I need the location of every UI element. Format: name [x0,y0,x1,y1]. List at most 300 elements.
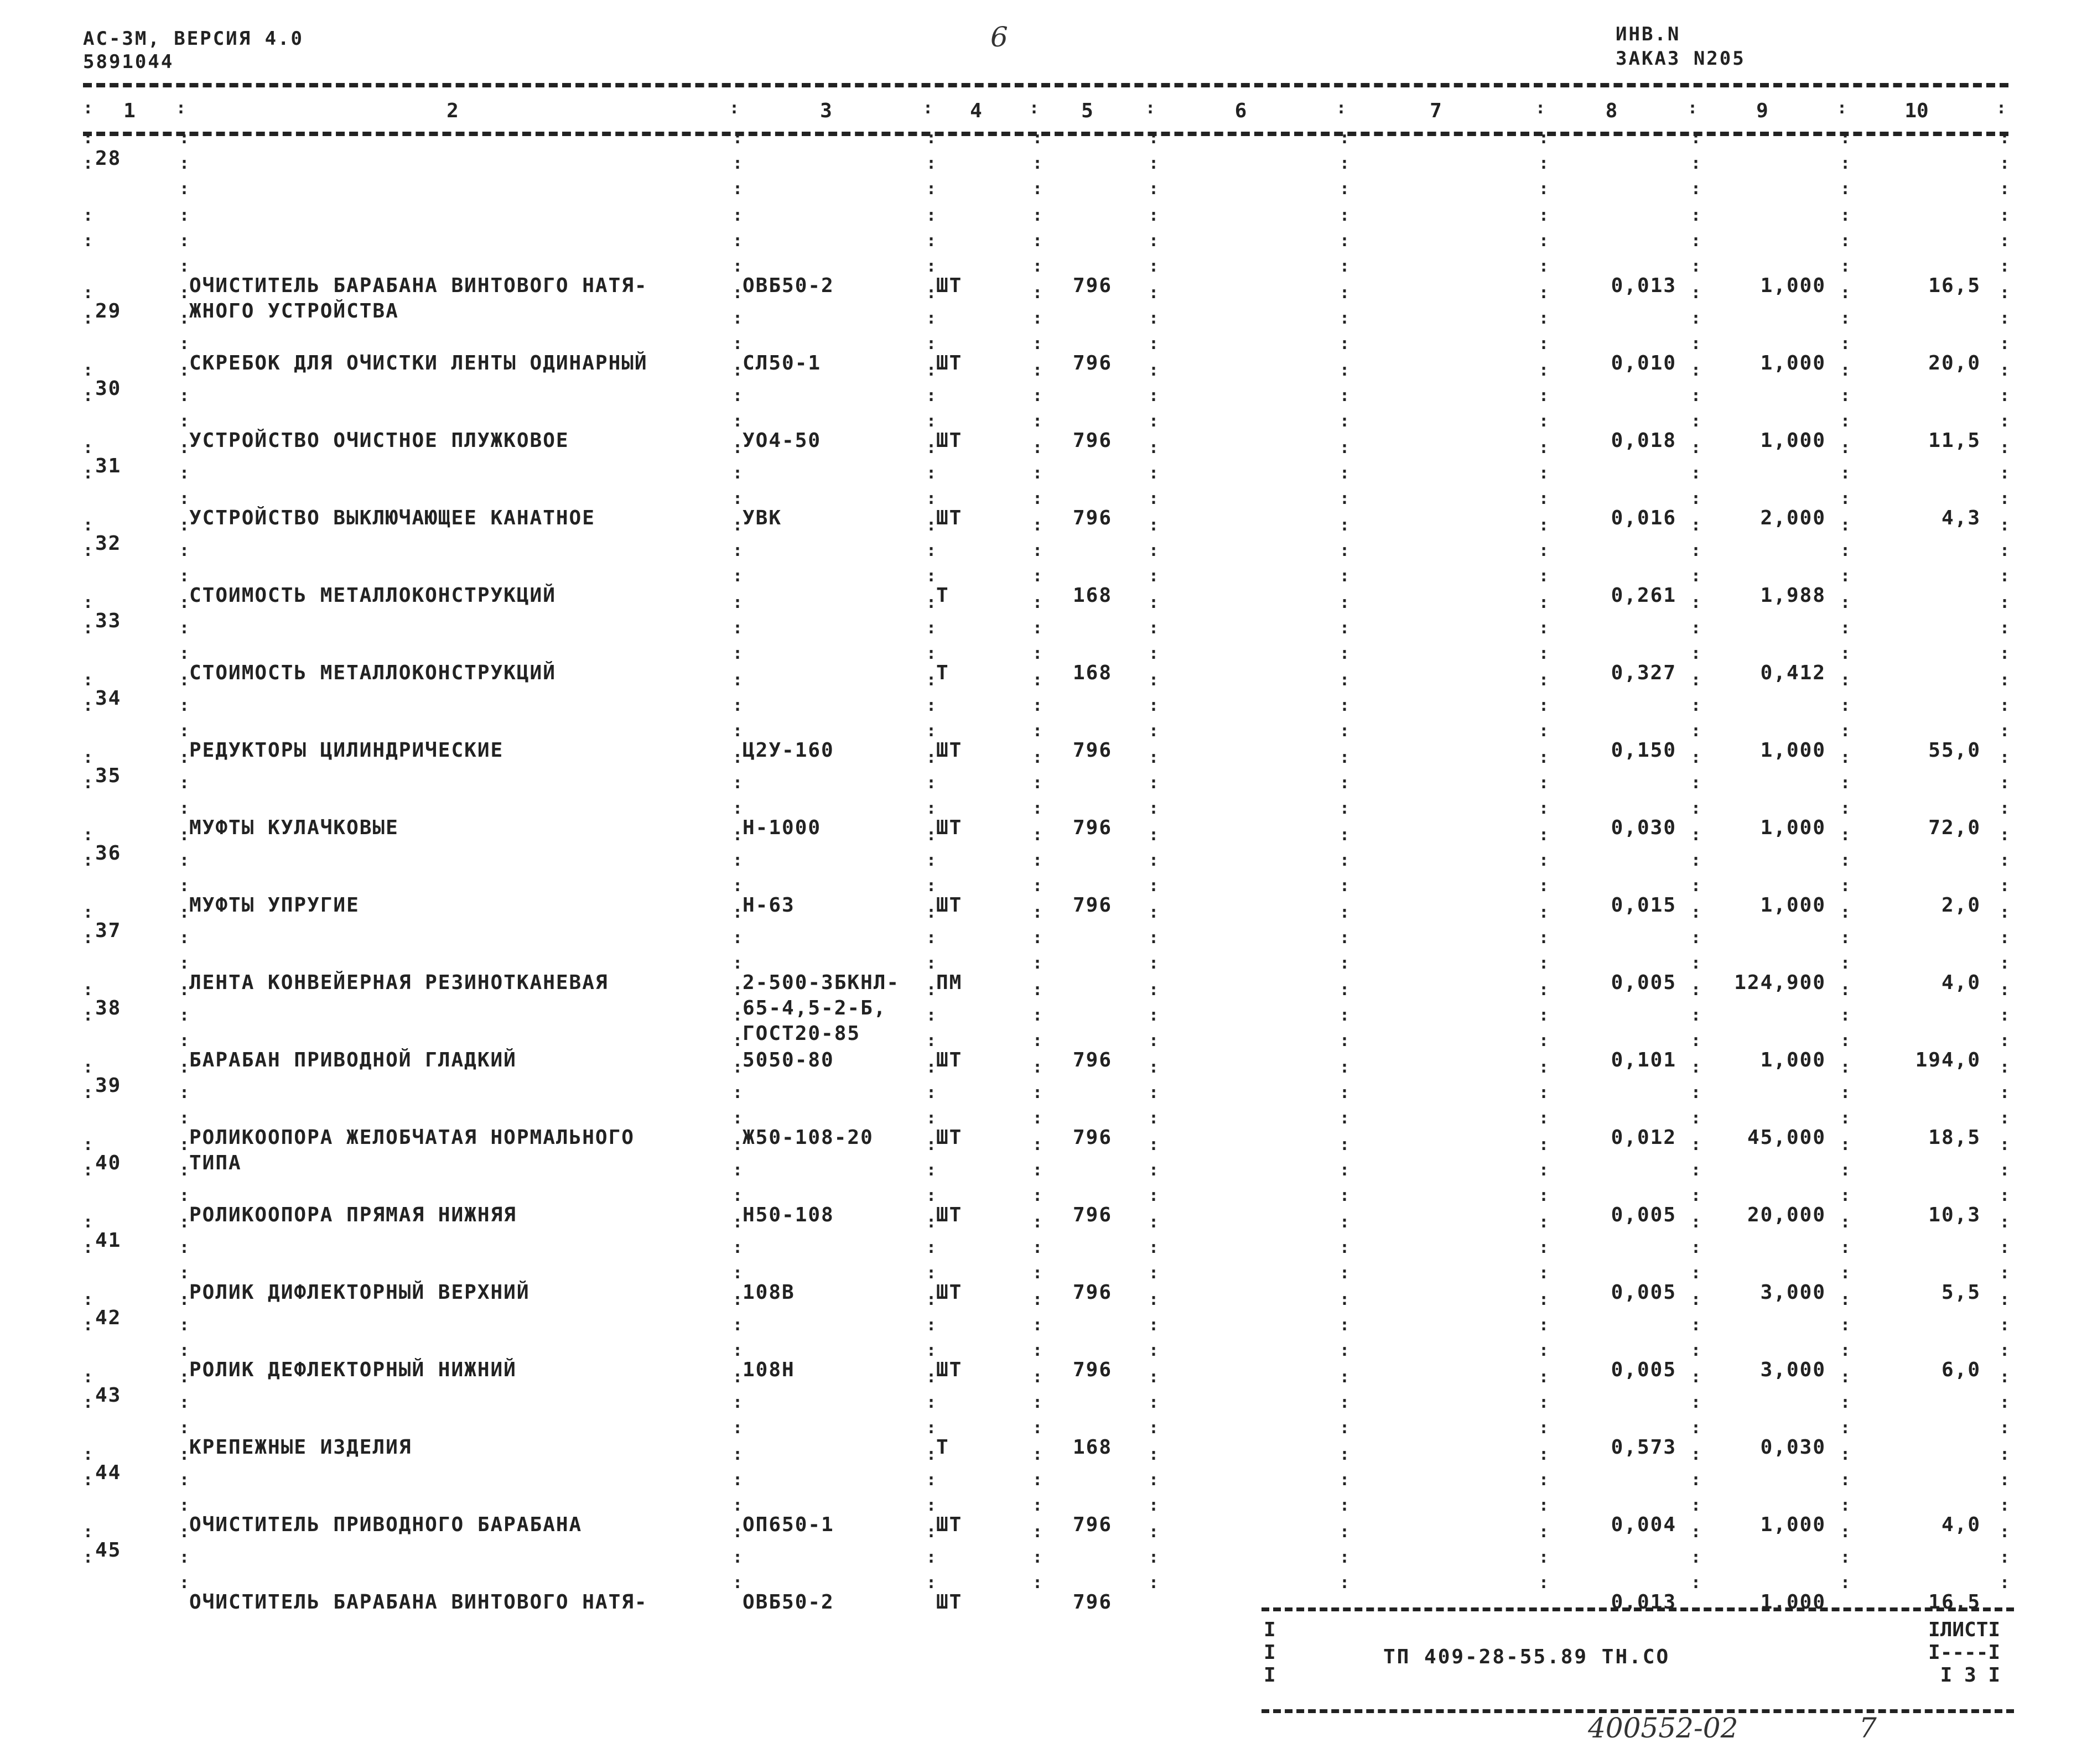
column-separator: : [926,748,937,767]
column-separator: : [1032,825,1043,845]
column-separator: : [2000,1161,2010,1180]
column-separator: : [926,154,937,173]
column-separator: : [83,1161,94,1180]
column-separator: : [1691,1393,1701,1412]
column-separator: : [1691,954,1701,973]
column-separator: : [2000,412,2010,431]
column-separator: : [1149,1031,1159,1050]
column-separator: : [83,928,94,948]
column-separator: : [733,1109,743,1128]
column-separator: : [1032,128,1043,148]
column-separator: : [1691,179,1701,199]
column-separator: : [1840,334,1851,353]
column-separator: : [1539,1083,1549,1102]
column-separator: : [1539,1418,1549,1438]
column-separator: : [1032,361,1043,380]
column-separator: : [1340,851,1350,870]
column-separator: : [1340,1367,1350,1387]
row-number: 40 [95,1152,122,1174]
column-separator: : [1539,773,1549,793]
column-separator: : [1149,1418,1159,1438]
item-code: ГОСТ20-85 [743,1022,861,1045]
column-separator: : [1539,128,1549,148]
column-separator: : [1691,903,1701,922]
row-number: 45 [95,1539,122,1562]
column-separator: : [1032,334,1043,353]
column-separator: : [926,1418,937,1438]
item-name: ЖНОГО УСТРОЙСТВА [189,300,399,322]
item-mass: 0,005 [1611,1281,1676,1304]
column-separator: : [1340,386,1350,405]
column-separator: : [733,231,743,251]
column-separator: : [2000,489,2010,508]
column-separator: : [1996,98,2007,118]
column-separator: : [733,361,743,380]
column-separator: : [179,876,190,896]
column-separator: : [1691,206,1701,225]
column-separator: : [926,773,937,793]
column-separator: : [926,1548,937,1567]
column-separator: : [733,876,743,896]
column-separator: : [1340,412,1350,431]
column-separator: : [1340,257,1350,276]
column-separator: : [733,516,743,535]
column-separator: : [1539,154,1549,173]
column-separator: : [1691,361,1701,380]
column-separator: : [2000,593,2010,612]
item-quantity: 124,900 [1734,971,1826,994]
column-separator: : [1840,799,1851,818]
item-unit: ШТ [936,1281,963,1304]
column-separator: : [1340,1445,1350,1464]
column-separator: : [179,566,190,586]
column-separator: : [1691,1263,1701,1283]
column-separator: : [2000,825,2010,845]
column-separator: : [1149,283,1159,303]
column-separator: : [1539,1186,1549,1205]
column-separator: : [1032,773,1043,793]
column-separator: : [83,361,94,380]
column-separator: : [1840,179,1851,199]
item-cost: 2,0 [1941,894,1981,917]
item-price-code: 796 [1072,1126,1112,1149]
column-separator: : [1340,954,1350,973]
column-separator: : [926,516,937,535]
column-separator: : [83,1135,94,1154]
item-unit: ШТ [936,1126,963,1149]
column-separator: : [83,386,94,405]
column-separator: : [83,206,94,225]
column-separator: : [179,1238,190,1257]
column-header: 5 [1081,100,1093,122]
column-separator: : [83,851,94,870]
column-separator: : [733,1573,743,1593]
column-separator: : [179,1006,190,1025]
column-separator: : [1840,257,1851,276]
column-separator: : [1340,928,1350,948]
column-separator: : [83,128,94,148]
column-separator: : [1340,1341,1350,1360]
item-quantity: 1,988 [1760,584,1826,607]
item-code: Ж50-108-20 [743,1126,874,1149]
column-separator: : [2000,541,2010,560]
column-separator: : [1340,1058,1350,1077]
column-separator: : [179,1161,190,1180]
column-separator: : [1032,566,1043,586]
column-separator: : [1340,696,1350,715]
column-separator: : [1840,464,1851,483]
column-separator: : [733,980,743,1000]
column-separator: : [2000,851,2010,870]
column-separator: : [1539,851,1549,870]
item-unit: Т [936,1436,949,1459]
item-quantity: 1,000 [1760,274,1826,297]
column-separator: : [1840,1058,1851,1077]
column-separator: : [1149,954,1159,973]
item-unit: ШТ [936,894,963,917]
column-separator: : [1840,721,1851,741]
column-separator: : [83,825,94,845]
column-separator: : [2000,903,2010,922]
column-separator: : [926,954,937,973]
column-separator: : [1691,670,1701,690]
column-separator: : [926,696,937,715]
column-separator: : [1340,1263,1350,1283]
column-separator: : [83,696,94,715]
column-separator: : [1539,903,1549,922]
column-separator: : [2000,128,2010,148]
item-quantity: 0,412 [1760,662,1826,684]
column-separator: : [2000,1341,2010,1360]
column-separator: : [926,1263,937,1283]
column-separator: : [1032,1470,1043,1490]
column-separator: : [1840,1213,1851,1232]
item-mass: 0,013 [1611,1591,1676,1614]
column-separator: : [83,309,94,328]
column-separator: : [1539,1341,1549,1360]
column-separator: : [179,309,190,328]
column-header: 1 [123,100,136,122]
column-separator: : [733,464,743,483]
item-mass: 0,150 [1611,739,1676,762]
column-separator: : [1539,464,1549,483]
column-separator: : [179,670,190,690]
column-separator: : [1149,773,1159,793]
column-separator: : [1840,851,1851,870]
column-separator: : [733,1031,743,1050]
row-number: 37 [95,919,122,942]
column-separator: : [1691,489,1701,508]
column-separator: : [1032,1083,1043,1102]
column-separator: : [179,1367,190,1387]
column-separator: : [1032,1367,1043,1387]
column-separator: : [2000,1058,2010,1077]
column-separator: : [1149,1445,1159,1464]
column-separator: : [83,1290,94,1309]
column-header: 7 [1430,100,1442,122]
column-separator: : [926,980,937,1000]
column-separator: : [179,928,190,948]
column-separator: : [1691,1573,1701,1593]
item-unit: ШТ [936,429,963,452]
column-separator: : [1840,541,1851,560]
column-separator: : [1149,903,1159,922]
column-separator: : [1032,1290,1043,1309]
column-separator: : [1340,1393,1350,1412]
column-separator: : [1032,489,1043,508]
column-separator: : [1539,1263,1549,1283]
item-price-code: 796 [1072,1049,1112,1071]
column-separator: : [83,516,94,535]
item-unit: ПМ [936,971,963,994]
column-separator: : [1691,257,1701,276]
column-separator: : [1032,903,1043,922]
column-separator: : [733,412,743,431]
column-separator: : [83,1213,94,1232]
column-separator: : [1691,334,1701,353]
column-separator: : [926,903,937,922]
column-separator: : [1032,696,1043,715]
column-separator: : [1539,721,1549,741]
column-separator: : [1539,1006,1549,1025]
item-code: Ц2У-160 [743,739,834,762]
column-separator: : [1840,1006,1851,1025]
column-separator: : [1840,566,1851,586]
item-name: ТИПА [189,1152,242,1174]
column-separator: : [926,1470,937,1490]
column-separator: : [2000,1006,2010,1025]
column-separator: : [2000,928,2010,948]
column-separator: : [1149,257,1159,276]
column-separator: : [1340,566,1350,586]
column-separator: : [1149,799,1159,818]
column-separator: : [733,1161,743,1180]
column-separator: : [926,1058,937,1077]
item-mass: 0,101 [1611,1049,1676,1071]
column-separator: : [1149,516,1159,535]
column-separator: : [1840,1315,1851,1335]
column-separator: : [83,903,94,922]
column-separator: : [1539,1238,1549,1257]
column-separator: : [179,1496,190,1515]
column-separator: : [1340,464,1350,483]
column-separator: : [733,386,743,405]
column-separator: : [1149,928,1159,948]
column-separator: : [1340,644,1350,663]
column-separator: : [2000,876,2010,896]
column-separator: : [179,696,190,715]
column-separator: : [1149,1522,1159,1542]
column-separator: : [733,721,743,741]
column-separator: : [1840,128,1851,148]
column-separator: : [1840,1470,1851,1490]
column-separator: : [926,206,937,225]
column-separator: : [1340,876,1350,896]
column-separator: : [1032,231,1043,251]
column-separator: : [733,179,743,199]
column-separator: : [1539,1496,1549,1515]
column-separator: : [923,98,933,118]
column-separator: : [1149,1186,1159,1205]
column-separator: : [733,1522,743,1542]
column-separator: : [1340,1573,1350,1593]
column-separator: : [733,541,743,560]
item-quantity: 20,000 [1747,1204,1826,1226]
item-cost: 16,5 [1928,274,1981,297]
column-separator: : [1340,309,1350,328]
column-separator: : [733,1315,743,1335]
column-separator: : [1691,309,1701,328]
top-rule [83,83,2008,87]
column-separator: : [179,1445,190,1464]
item-name: КРЕПЕЖНЫЕ ИЗДЕЛИЯ [189,1436,412,1459]
column-separator: : [733,1341,743,1360]
column-separator: : [1149,489,1159,508]
column-separator: : [83,1548,94,1567]
column-separator: : [926,644,937,663]
column-separator: : [2000,980,2010,1000]
column-separator: : [926,670,937,690]
column-separator: : [1840,1031,1851,1050]
column-separator: : [1032,1315,1043,1335]
column-separator: : [179,1290,190,1309]
column-separator: : [1340,1522,1350,1542]
item-code: 2-500-3БКНЛ- [743,971,900,994]
column-separator: : [926,1445,937,1464]
column-separator: : [1149,696,1159,715]
item-cost: 4,3 [1941,507,1981,529]
item-name: СТОИМОСТЬ МЕТАЛЛОКОНСТРУКЦИЙ [189,584,556,607]
item-cost: 18,5 [1928,1126,1981,1149]
item-unit: Т [936,584,949,607]
item-unit: ШТ [936,739,963,762]
item-quantity: 3,000 [1760,1281,1826,1304]
column-separator: : [1149,618,1159,638]
column-separator: : [1840,954,1851,973]
column-separator: : [1539,361,1549,380]
column-separator: : [1539,334,1549,353]
column-separator: : [1539,644,1549,663]
column-separator: : [1149,980,1159,1000]
stamp-top-rule [1262,1607,2014,1611]
column-separator: : [1032,1109,1043,1128]
column-separator: : [83,464,94,483]
column-separator: : [1691,1006,1701,1025]
column-separator: : [733,1238,743,1257]
column-separator: : [926,566,937,586]
column-separator: : [1340,773,1350,793]
column-separator: : [1691,748,1701,767]
column-separator: : [1539,516,1549,535]
column-separator: : [83,1006,94,1025]
column-separator: : [83,541,94,560]
column-separator: : [1340,593,1350,612]
column-separator: : [926,489,937,508]
item-quantity: 1,000 [1760,429,1826,452]
item-code: УВК [743,507,782,529]
column-separator: : [1149,1109,1159,1128]
column-separator: : [179,748,190,767]
column-header: 3 [820,100,832,122]
column-separator: : [926,128,937,148]
item-unit: ШТ [936,507,963,529]
column-separator: : [1340,1315,1350,1335]
page-mark: 6 [990,21,1008,53]
item-price-code: 796 [1072,894,1112,917]
column-separator: : [2000,1083,2010,1102]
column-separator: : [1840,1548,1851,1567]
sheet-number: 3 [1964,1664,1976,1687]
column-separator: : [1840,593,1851,612]
column-separator: : [1840,1496,1851,1515]
column-separator: : [926,721,937,741]
column-separator: : [179,903,190,922]
column-separator: : [83,1470,94,1490]
item-unit: ШТ [936,1513,963,1536]
row-number: 34 [95,687,122,710]
column-separator: : [733,566,743,586]
column-header: 4 [970,100,982,122]
column-separator: : [2000,1548,2010,1567]
item-price-code: 168 [1072,662,1112,684]
item-code: Н-63 [743,894,795,917]
column-separator: : [179,128,190,148]
column-separator: : [1539,309,1549,328]
column-separator: : [1691,566,1701,586]
column-separator: : [179,1393,190,1412]
column-separator: : [1032,1573,1043,1593]
item-price-code: 796 [1072,1204,1112,1226]
column-separator: : [179,799,190,818]
column-separator: : [733,1135,743,1154]
item-quantity: 0,030 [1760,1436,1826,1459]
column-separator: : [1691,1186,1701,1205]
column-separator: : [1691,644,1701,663]
inventory-label: ИНВ.N [1616,23,1681,45]
row-number: 42 [95,1307,122,1329]
column-separator: : [83,1445,94,1464]
column-separator: : [926,825,937,845]
column-separator: : [179,1341,190,1360]
column-separator: : [733,1548,743,1567]
column-separator: : [1691,773,1701,793]
column-separator: : [1032,721,1043,741]
item-mass: 0,005 [1611,971,1676,994]
column-separator: : [926,928,937,948]
item-price-code: 796 [1072,816,1112,839]
item-cost: 4,0 [1941,1513,1981,1536]
item-cost: 72,0 [1928,816,1981,839]
column-separator: : [1032,283,1043,303]
column-separator: : [926,1161,937,1180]
column-separator: : [1840,361,1851,380]
column-separator: : [1340,231,1350,251]
column-separator: : [179,231,190,251]
column-separator: : [1032,876,1043,896]
column-separator: : [1149,154,1159,173]
column-separator: : [733,206,743,225]
column-separator: : [1840,1290,1851,1309]
column-separator: : [1340,1135,1350,1154]
column-separator: : [1539,566,1549,586]
column-separator: : [1340,1290,1350,1309]
column-separator: : [926,231,937,251]
row-number: 32 [95,532,122,555]
column-separator: : [926,386,937,405]
stamp-left-border: I I I [1264,1619,1276,1687]
item-name: ОЧИСТИТЕЛЬ ПРИВОДНОГО БАРАБАНА [189,1513,583,1536]
column-separator: : [2000,721,2010,741]
